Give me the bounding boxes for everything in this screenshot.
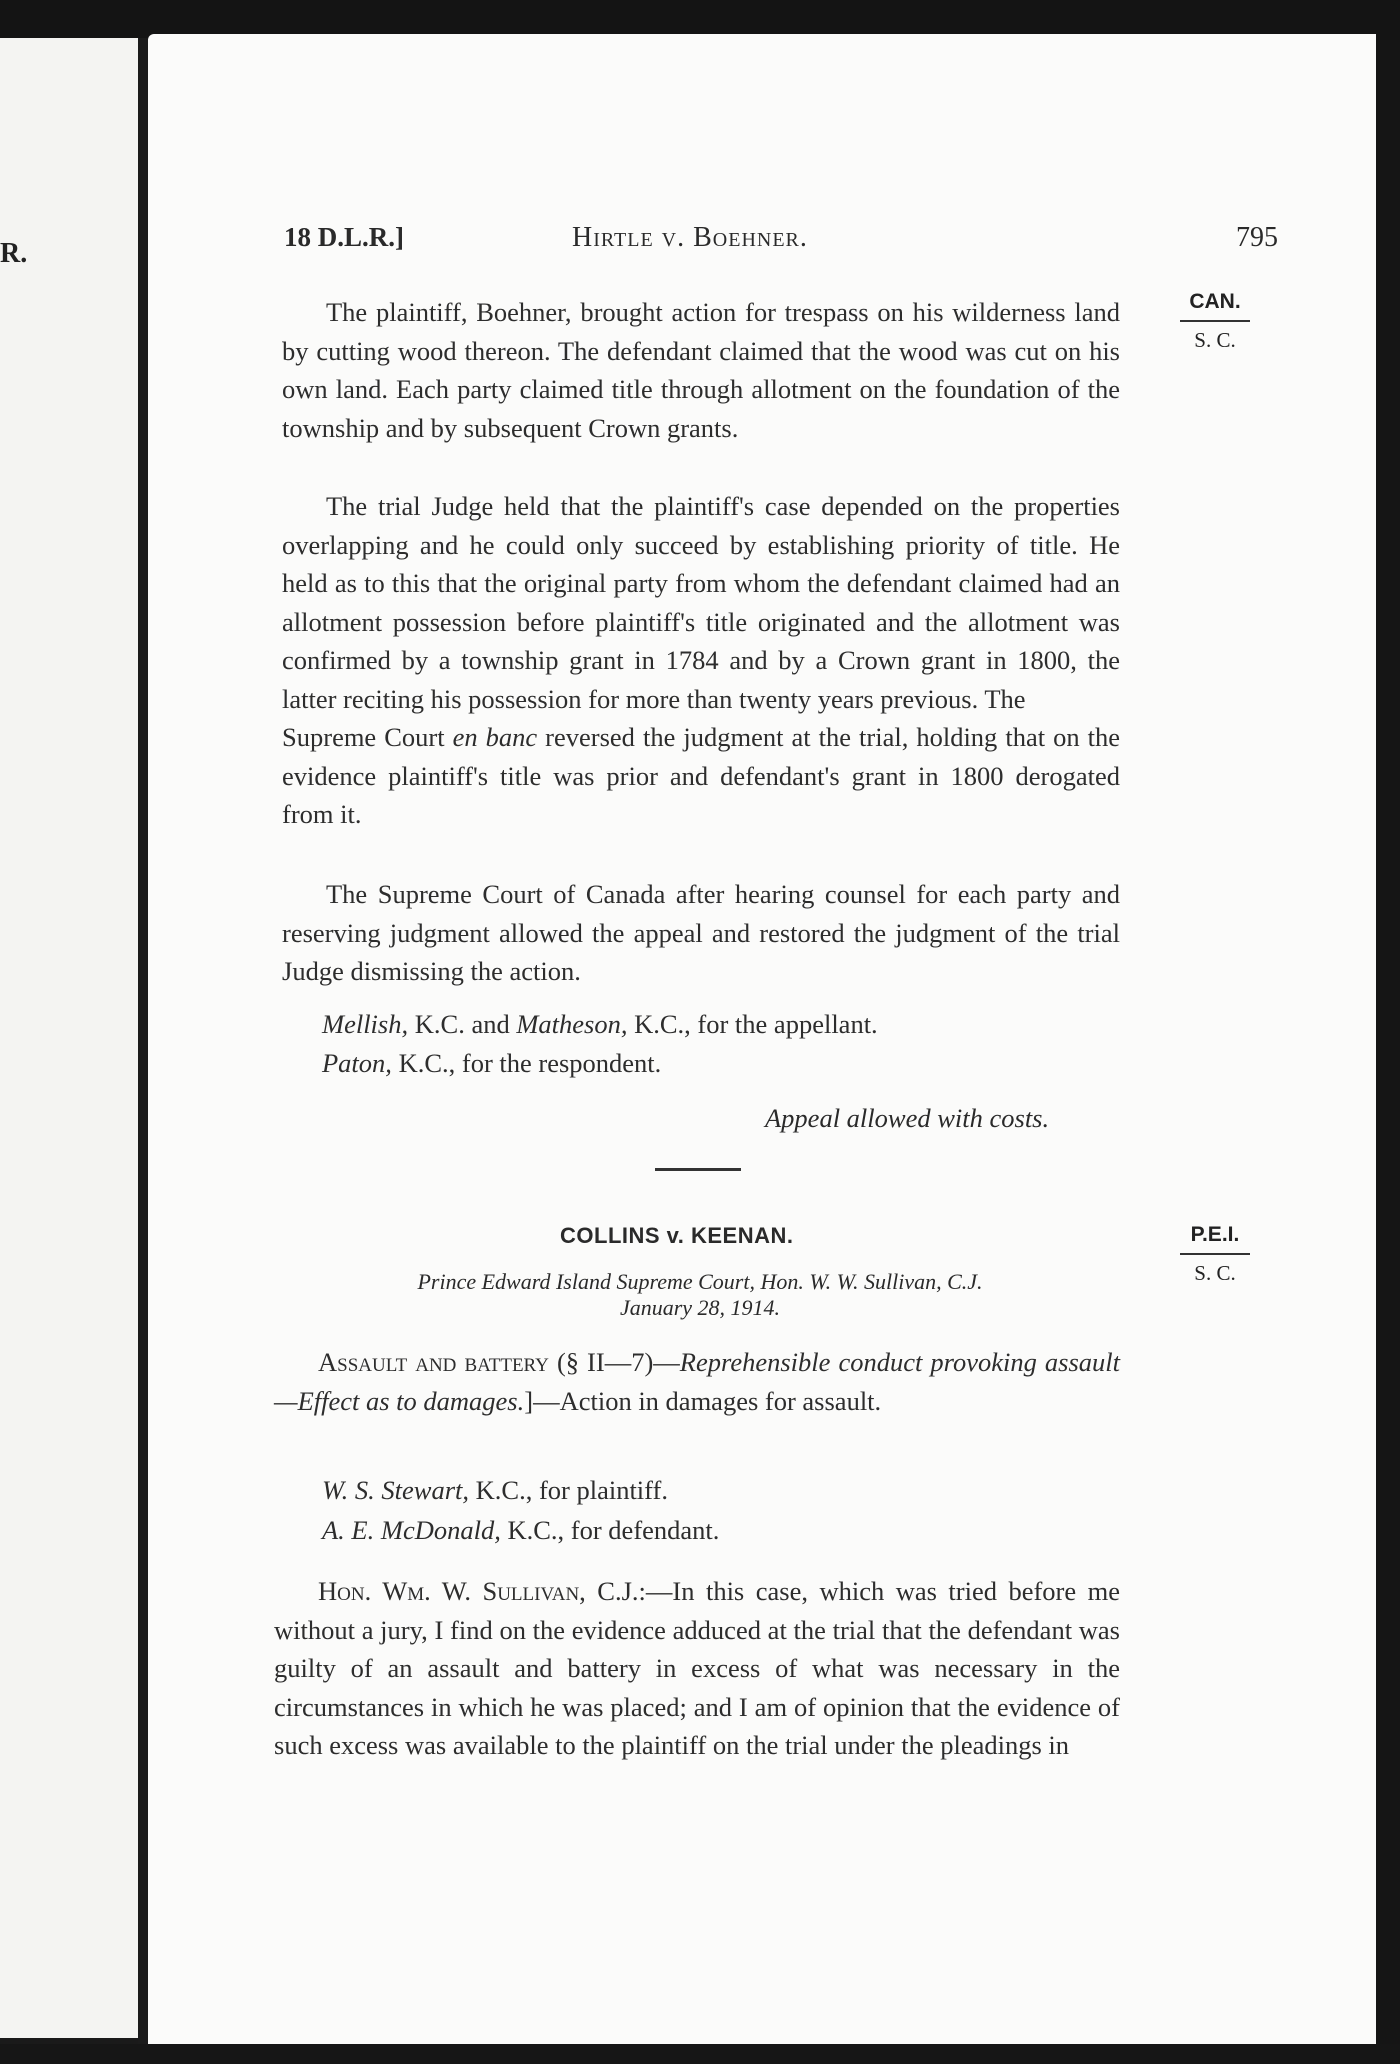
case2-counsel-plaintiff: W. S. Stewart, K.C., for plaintiff. [322,1475,668,1505]
margin-note-jurisdiction-1: CAN. S. C. [1180,290,1250,353]
book-gutter [138,38,148,2064]
running-header-volume: 18 D.L.R.] [284,222,404,252]
case1-paragraph-1: The plaintiff, Boehner, brought action for trespass on his wilderness land by cutting wood thereon. The defendant claimed that the wood was cut on his own land. Each party claimed title through allotment on the foundation of the township and by subsequent Crown grants. [282,297,1120,443]
running-header-title: Hirtle v. Boehner. [572,222,808,253]
case1-result: Appeal allowed with costs. [765,1103,1050,1133]
case-separator-rule [655,1168,741,1171]
case2-headnote: Assault and battery (§ II—7)—Reprehensible conduct provoking assault—Effect as to damages.]—Action in damages for assault. [274,1347,1120,1416]
case1-counsel-appellant: Mellish, K.C. and Matheson, K.C., for the appellant. [322,1009,878,1039]
scan-right-border [1376,40,1400,2064]
facing-page-edge [0,38,138,2038]
facing-page-fragment: R. [0,238,28,269]
case1-paragraph-3: The Supreme Court of Canada after hearing counsel for each party and reserving judgment allowed the appeal and restored the judgment of the trial Judge dismissing the action. [282,879,1120,986]
case2-date: January 28, 1914. [619,1295,781,1320]
margin-note-jurisdiction-2: P.E.I. S. C. [1180,1223,1250,1286]
case1-paragraph-2: The trial Judge held that the plaintiff's case depended on the properties overlapping and he could only succeed by establishing priority of title. He held as to this that the original party from whom the defendant claimed had an allotment possession before plaintiff's title originated and the allotment was confirmed by a township grant in 1784 and by a Crown grant in 1800, the latter reciting his possession for more than twenty years previous. The Supreme Court en banc reversed the judgment at the trial, holding that on the evidence plaintiff's title was prior and defendant's grant in 1800 derogated from it. [282,491,1120,829]
case2-title: COLLINS v. KEENAN. [560,1223,794,1248]
page-number: 795 [1236,222,1278,253]
case2-counsel-defendant: A. E. McDonald, K.C., for defendant. [322,1515,720,1545]
case2-judgment: Hon. Wm. W. Sullivan, C.J.:—In this case, which was tried before me without a jury, I find on the evidence adduced at the trial that the defendant was guilty of an assault and battery in excess of what was necessary in the circumstances in which he was placed; and I am of opinion that the evidence of such excess was available to the plaintiff on the trial under the pleadings in [274,1576,1120,1760]
case2-court: Prince Edward Island Supreme Court, Hon. W. W. Sullivan, C.J. [417,1269,983,1294]
case1-counsel-respondent: Paton, K.C., for the respondent. [322,1048,662,1078]
scan-bottom-border [0,2044,1400,2064]
